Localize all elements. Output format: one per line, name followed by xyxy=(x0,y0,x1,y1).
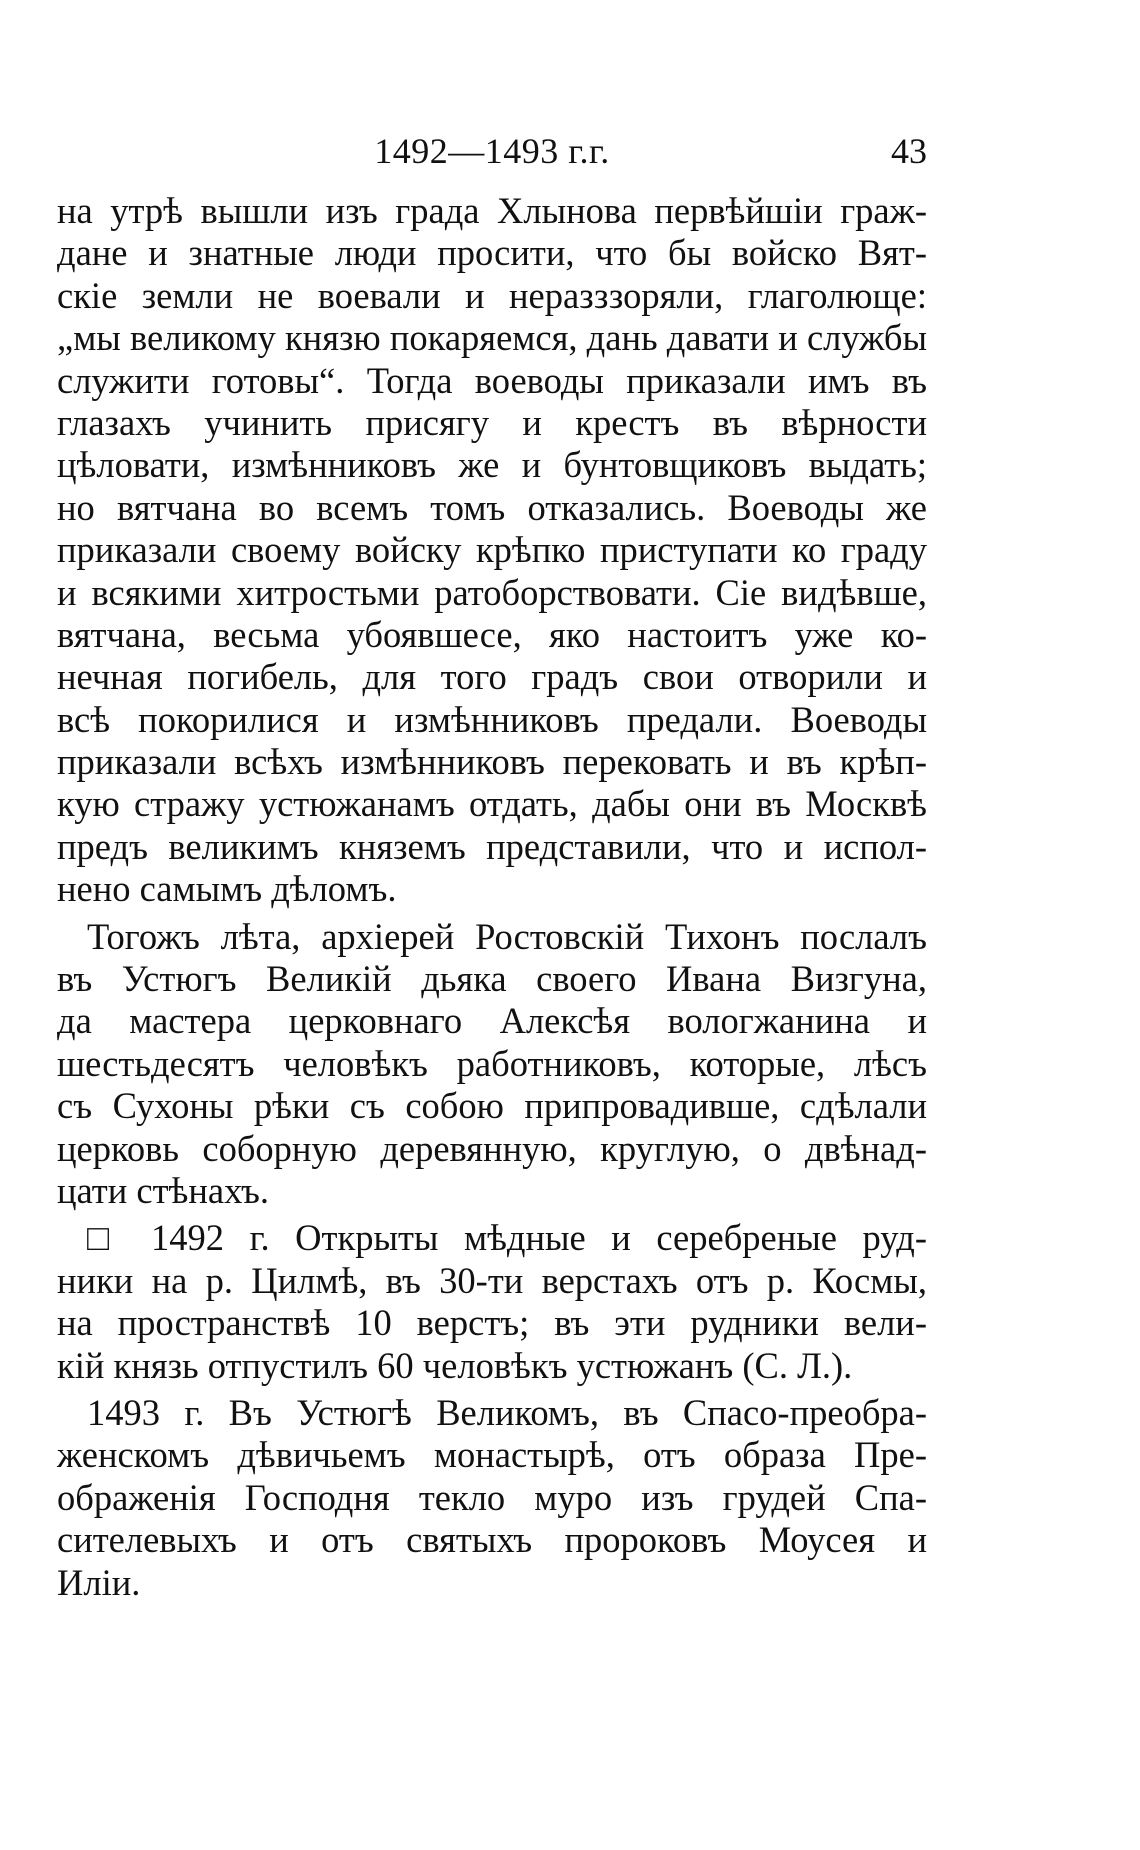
paragraph-3 xyxy=(57,1217,927,1387)
text-line: □ 1492 г. Открыты мѣдные и серебреные руд- xyxy=(87,1217,927,1259)
text-line: цѣловати, измѣнниковъ же и бунтовщиковъ выдать; xyxy=(57,444,927,486)
paragraph-1 xyxy=(57,190,927,911)
text-line: Иліи. xyxy=(57,1561,141,1603)
text-line: шестьдесятъ человѣкъ работниковъ, которые, лѣсъ xyxy=(57,1042,927,1084)
text-line: на пространствѣ 10 верстъ; въ эти рудники вели- xyxy=(57,1302,927,1344)
text-line: нено самымъ дѣломъ. xyxy=(57,868,397,910)
text-line: приказали всѣхъ измѣнниковъ перековать и въ крѣп- xyxy=(57,741,927,783)
text-line: женскомъ дѣвичьемъ монастырѣ, отъ образа Пре- xyxy=(57,1434,927,1476)
text-line: съ Сухоны рѣки съ собою припровадивше, сдѣлали xyxy=(57,1085,927,1127)
text-line: церковь соборную деревянную, круглую, о двѣнад- xyxy=(57,1127,927,1169)
text-line: „мы великому князю покаряемся, дань давати и службы xyxy=(57,317,927,359)
text-line: приказали своему войску крѣпко приступати ко граду xyxy=(57,529,927,571)
text-line: служити готовы“. Тогда воеводы приказали имъ въ xyxy=(57,359,927,401)
text-line: нечная погибель, для того градъ свои отворили и xyxy=(57,656,927,698)
text-line: и всякими хитростьми ратоборствовати. Сіе видѣвше, xyxy=(57,571,927,613)
paragraph-2 xyxy=(57,916,927,1213)
text-line: предъ великимъ княземъ представили, что и испол- xyxy=(57,825,927,867)
text-line: кую стражу устюжанамъ отдать, дабы они въ Москвѣ xyxy=(57,783,927,825)
text-line: вятчана, весьма убоявшесе, яко настоитъ уже ко- xyxy=(57,613,927,655)
text-line: 1493 г. Въ Устюгѣ Великомъ, въ Спасо-преобра- xyxy=(87,1391,927,1433)
page-body xyxy=(57,190,927,1604)
text-line: скіе земли не воевали и неразззоряли, глаголюще: xyxy=(57,274,927,316)
text-line: въ Устюгъ Великій дьяка своего Ивана Визгуна, xyxy=(57,958,927,1000)
text-line: ники на р. Цилмѣ, въ 30-ти верстахъ отъ р. Космы, xyxy=(57,1259,927,1301)
running-head: 1492—1493 г.г. xyxy=(374,131,610,171)
text-line: Тогожъ лѣта, архіерей Ростовскій Тихонъ послалъ xyxy=(87,915,927,957)
text-line: дане и знатные люди просити, что бы войско Вят- xyxy=(57,232,927,274)
paragraph-4 xyxy=(57,1392,927,1604)
text-line: ображенія Господня текло муро изъ грудей Спа- xyxy=(57,1476,927,1518)
page-number: 43 xyxy=(891,131,927,171)
text-line: всѣ покорилися и измѣнниковъ предали. Воеводы xyxy=(57,698,927,740)
text-line: цати стѣнахъ. xyxy=(57,1169,269,1211)
text-line: глазахъ учинить присягу и крестъ въ вѣрности xyxy=(57,401,927,443)
text-line: кій князь отпустилъ 60 человѣкъ устюжанъ (С. Л.). xyxy=(57,1344,853,1386)
text-line: на утрѣ вышли изъ града Хлынова первѣйшіи граж- xyxy=(57,190,927,231)
text-line: да мастера церковнаго Алексѣя вологжанина и xyxy=(57,1000,927,1042)
text-line: сителевыхъ и отъ святыхъ пророковъ Моусея и xyxy=(57,1519,927,1561)
page-header xyxy=(57,128,927,174)
text-line: но вятчана во всемъ томъ отказались. Воеводы же xyxy=(57,486,927,528)
